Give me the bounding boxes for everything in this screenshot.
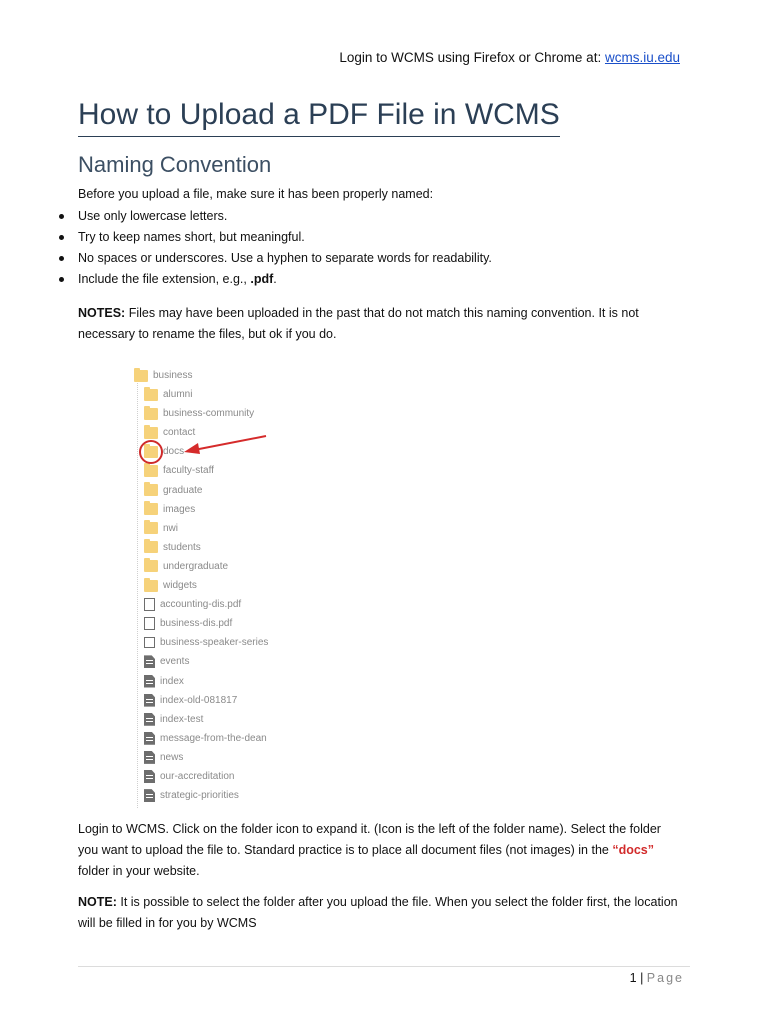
tree-item[interactable]	[144, 693, 237, 708]
tree-item-label: docs	[163, 446, 185, 458]
tree-guide-line	[137, 380, 138, 808]
pdf-extension: .pdf	[250, 272, 274, 286]
tree-item[interactable]	[144, 674, 184, 689]
tree-item-label: contact	[163, 427, 196, 439]
tree-item-label: index-old-081817	[160, 694, 238, 706]
list-item: No spaces or underscores. Use a hyphen to separate words for readability.	[78, 250, 492, 271]
file-icon	[144, 617, 155, 630]
folder-icon[interactable]	[144, 541, 158, 553]
page-number: 1	[629, 971, 637, 985]
folder-icon[interactable]	[144, 465, 158, 477]
tree-item[interactable]	[144, 540, 201, 555]
list-item: Include the file extension, e.g., .pdf.	[78, 271, 492, 292]
login-instruction-text: Login to WCMS using Firefox or Chrome at:	[339, 50, 602, 65]
folder-icon[interactable]	[144, 503, 158, 515]
tree-item[interactable]	[144, 406, 254, 421]
tree-item-label: graduate	[163, 484, 203, 496]
intro-text: Before you upload a file, make sure it has been properly named:	[78, 187, 434, 201]
note-paragraph: NOTE: It is possible to select the folder after you upload the file. When you select the folder first, the location will be filled in for you by WCMS	[78, 895, 678, 930]
tree-item-label: index-test	[160, 713, 204, 725]
folder-icon[interactable]	[144, 560, 158, 572]
tree-item[interactable]	[144, 750, 183, 765]
page-separator: |	[636, 971, 647, 985]
tree-item-label: alumni	[163, 389, 193, 400]
notes-text: Files may have been uploaded in the past that do not match this naming convention. It is not necessary to rename the files, but ok if you do.	[78, 306, 639, 341]
folder-icon[interactable]	[144, 389, 158, 401]
list-item: Try to keep names short, but meaningful.	[78, 229, 492, 250]
red-arrow-icon	[184, 434, 268, 456]
tree-item[interactable]	[144, 635, 268, 650]
tree-root-label: business	[153, 370, 193, 381]
tree-item[interactable]	[144, 521, 178, 536]
tree-item[interactable]	[144, 597, 241, 612]
page-title: How to Upload a PDF File in WCMS	[78, 96, 560, 137]
section-heading: Naming Convention	[78, 152, 272, 177]
page-icon	[144, 694, 155, 707]
tree-item-label: students	[163, 541, 201, 553]
tree-item[interactable]	[144, 502, 195, 517]
tree-item[interactable]	[144, 731, 267, 746]
tree-item-label: widgets	[163, 580, 197, 591]
tree-item-label: business-dis.pdf	[160, 618, 233, 630]
tree-item-label: faculty-staff	[163, 465, 214, 477]
docs-highlight: “docs”	[612, 843, 655, 857]
naming-rules-list	[78, 208, 492, 292]
tree-item-label: undergraduate	[163, 560, 229, 572]
tree-root[interactable]	[134, 368, 192, 383]
tree-item[interactable]	[144, 387, 192, 402]
folder-icon[interactable]	[144, 484, 158, 496]
footer-divider	[78, 966, 690, 967]
upload-instructions: Login to WCMS. Click on the folder icon to expand it. (Icon is the left of the folder name). Select the folder you want to upload the file to. Standard practice is to place all document files (not images) in the “docs” folder in your website.	[78, 822, 661, 878]
page-icon	[144, 713, 155, 726]
link-icon	[144, 637, 155, 648]
tree-item-label: nwi	[163, 522, 179, 534]
tree-item-label: strategic-priorities	[160, 790, 239, 802]
tree-item-label: images	[163, 503, 196, 515]
tree-item[interactable]	[144, 769, 234, 784]
tree-item[interactable]	[144, 712, 203, 727]
page-icon	[144, 675, 155, 688]
tree-item[interactable]	[144, 788, 239, 803]
tree-item[interactable]	[144, 616, 232, 631]
folder-icon[interactable]	[144, 522, 158, 534]
folder-icon[interactable]	[134, 370, 148, 382]
tree-item[interactable]	[144, 578, 197, 593]
folder-icon[interactable]	[144, 408, 158, 420]
tree-item[interactable]	[144, 559, 228, 574]
login-instruction	[339, 50, 680, 65]
tree-item-label: events	[160, 656, 190, 668]
page-icon	[144, 732, 155, 745]
tree-item[interactable]	[144, 483, 202, 498]
tree-item[interactable]	[144, 654, 189, 669]
page-icon	[144, 770, 155, 783]
notes-label: NOTES:	[78, 306, 126, 320]
note-label: NOTE:	[78, 895, 117, 909]
tree-item-label: business-speaker-series	[160, 637, 269, 649]
wcms-link[interactable]: wcms.iu.edu	[604, 50, 680, 65]
folder-tree-screenshot	[134, 366, 434, 806]
tree-item-label: business-community	[163, 408, 255, 420]
tree-item-label: news	[160, 751, 184, 763]
highlight-circle	[139, 440, 163, 464]
file-icon	[144, 598, 155, 611]
tree-item-label: message-from-the-dean	[160, 732, 267, 744]
folder-icon[interactable]	[144, 580, 158, 592]
folder-icon[interactable]	[144, 427, 158, 439]
page-icon	[144, 751, 155, 764]
tree-item-label: index	[160, 675, 184, 687]
page-footer	[630, 971, 684, 985]
tree-item[interactable]	[144, 463, 214, 478]
tree-item-label: accounting-dis.pdf	[160, 599, 242, 611]
page-icon	[144, 655, 155, 668]
list-item: Use only lowercase letters.	[78, 208, 492, 229]
notes-paragraph	[78, 303, 678, 345]
tree-item-label: our-accreditation	[160, 771, 235, 782]
page-word: Page	[646, 971, 684, 985]
page-icon	[144, 789, 155, 802]
